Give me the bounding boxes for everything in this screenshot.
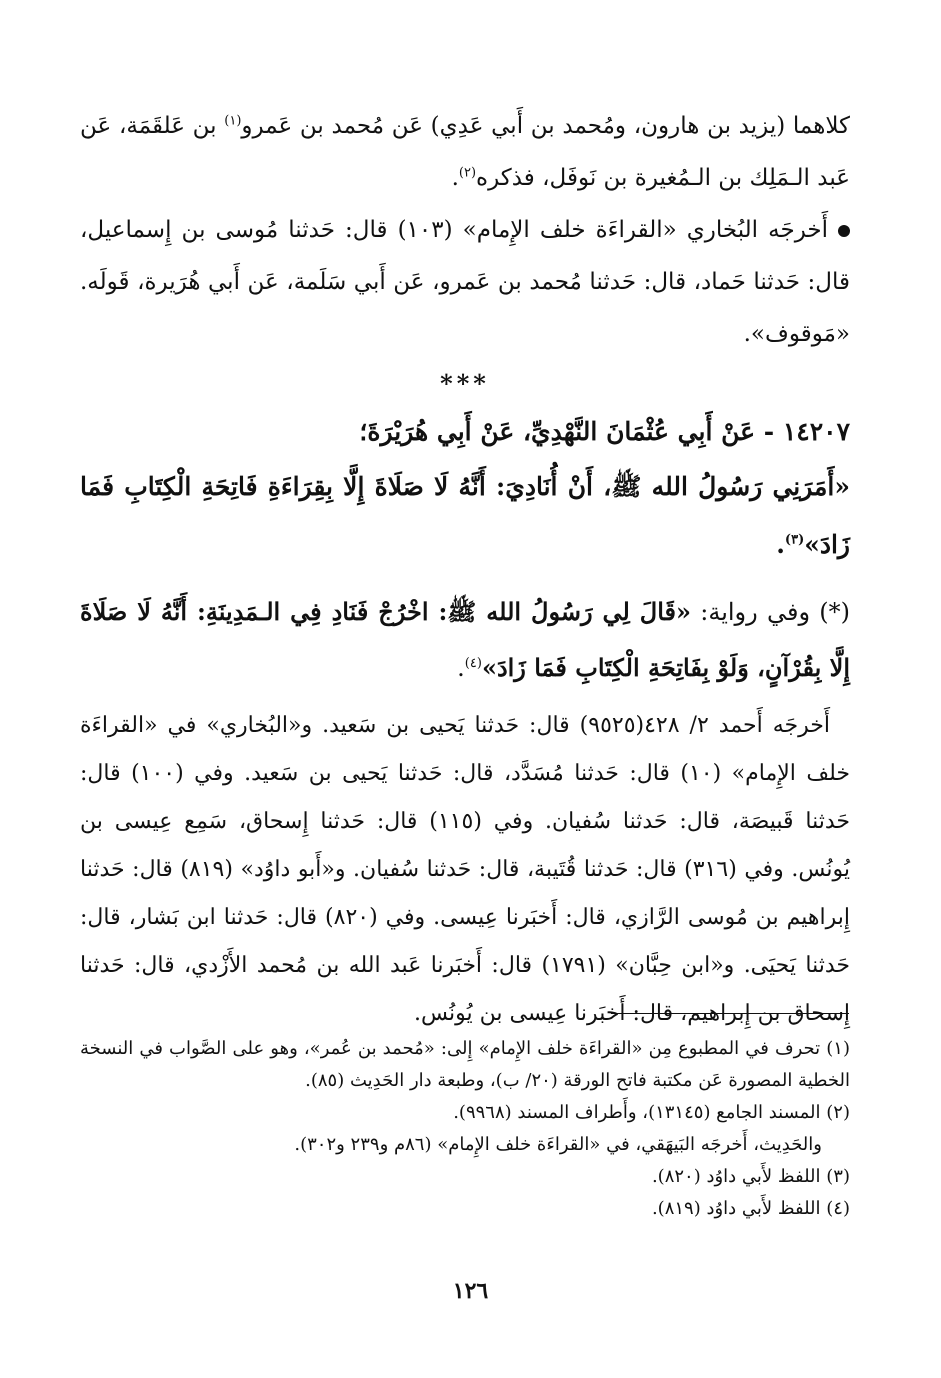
- page-number: ١٢٦: [452, 1278, 489, 1304]
- hadith-heading: [80, 406, 850, 458]
- intro-line1-end: بن عَلقَمَة،: [118, 113, 225, 139]
- takhrij-paragraph: أَخرجَه أَحمد ٢/ ٤٢٨(٩٥٢٥) قال: حَدثنا يَحيى بن سَعيد. و«البُخاري» في «القراءَة خلف الإِمام» (١٠) قال: حَدثنا مُسَدَّد، قال: حَدثنا يَحيى بن سَعيد. وفي (١٠٠) قال: حَدثنا قَبيصَة، قال: حَدثنا سُفيان. وفي (١١٥) قال: حَدثنا إِسحاق، سَمِع عِيسى بن يُونُس. وفي (٣١٦) قال: حَدثنا قُتَيبة، قال: حَدثنا سُفيان. و«أَبو داوُد» (٨١٩) قال: حَدثنا إِبراهيم بن مُوسى الرَّازي، قال: أَخبَرنا عِيسى. وفي (٨٢٠) قال: حَدثنا ابن بَشار، قال: حَدثنا يَحيَى. و«ابن حِبَّان» (١٧٩١) قال: أَخبَرنا عَبد الله بن مُحمد الأَزْدي، قال: حَدثنا إِسحاق بن إِبراهيم، قال: أَخبَرنا عِيسى بن يُونُس.: [80, 713, 851, 1026]
- intro-paragraph: [80, 100, 850, 204]
- bullet-icon: [838, 225, 850, 237]
- hadith-isnad: - عَنْ أَبِي عُثْمَانَ النَّهْدِيِّ، عَنْ أَبِي هُرَيْرَةَ؛: [359, 417, 775, 446]
- hadith-matn-text: «أَمَرَنِي رَسُولُ الله ﷺ، أَنْ أُنَادِيَ: أَنَّهُ لَا صَلَاةَ إِلَّا بِقِرَاءَةِ فَاتِحَةِ الْكِتَابِ فَمَا زَادَ»: [80, 472, 850, 559]
- hadith-matn: [80, 458, 850, 574]
- footnote-2-continuation: والحَدِيث، أَخرجَه البَيهَقي، في «القراءَة خلف الإِمام» (٨٦م و٢٣٩ و٣٠٢).: [294, 1134, 822, 1155]
- intro-line2-end: .: [451, 165, 459, 191]
- hadith-matn-end: .: [776, 530, 785, 559]
- hadith-number: ١٤٢٠٧: [782, 417, 850, 446]
- footnote-ref-1[interactable]: (١): [224, 113, 242, 129]
- footnote-ref-4[interactable]: (٤): [464, 656, 482, 671]
- footnote-1: (١) تحرف في المطبوع مِن «القراءَة خلف الإِمام» إِلى: «مُحمد بن عُمر»، وهو على الصَّواب في النسخة الخطية المصورة عَن مكتبة فاتح الورقة (٢٠/ ب)، وطبعة دار الحَدِيث (٨٥).: [80, 1038, 850, 1091]
- section-separator: ***: [440, 369, 490, 398]
- riwaya-end: .: [457, 654, 465, 682]
- bukhari-note-text: أَخرجَه البُخاري «القراءَة خلف الإِمام» (١٠٣) قال: حَدثنا مُوسى بن إِسماعيل، قال: حَدثنا حَماد، قال: حَدثنا مُحمد بن عَمرو، عَن أَبي سَلَمة، عَن أَبي هُرَيرة، قَولَه. «مَوقوف».: [80, 217, 850, 347]
- riwaya-prefix: (*) وفي رواية:: [691, 598, 850, 626]
- footnote-divider: [611, 1013, 849, 1014]
- footnote-2: (٢) المسند الجامع (١٣١٤٥)، وأَطراف المسند (٩٩٦٨).: [453, 1102, 850, 1123]
- footnotes: [80, 1033, 850, 1225]
- alternate-narration: [80, 584, 850, 696]
- main-text: [80, 100, 850, 1038]
- footnote-3: (٣) اللفظ لأَبي داوُد (٨٢٠).: [651, 1166, 850, 1187]
- footnote-4: (٤) اللفظ لأَبي داوُد (٨١٩).: [651, 1198, 850, 1219]
- intro-line2: عَن عَبد الـمَلِك بن الـمُغيرة بن نَوفَل، فذكره: [80, 113, 850, 191]
- footnote-ref-2[interactable]: (٢): [458, 165, 477, 181]
- intro-line1: كلاهما (يزيد بن هارون، ومُحمد بن أَبي عَدِي) عَن مُحمد بن عَمرو: [241, 113, 851, 139]
- footnote-ref-3[interactable]: (٣): [784, 532, 805, 548]
- riwaya-text: «قَالَ لِي رَسُولُ الله ﷺ: اخْرُجْ فَنَادِ فِي الـمَدِينَةِ: أَنَّهُ لَا صَلَاةَ إِلَّا بِقُرْآنٍ، وَلَوْ بِفَاتِحَةِ الْكِتَابِ فَمَا زَادَ»: [80, 597, 850, 682]
- bukhari-note: [80, 204, 850, 360]
